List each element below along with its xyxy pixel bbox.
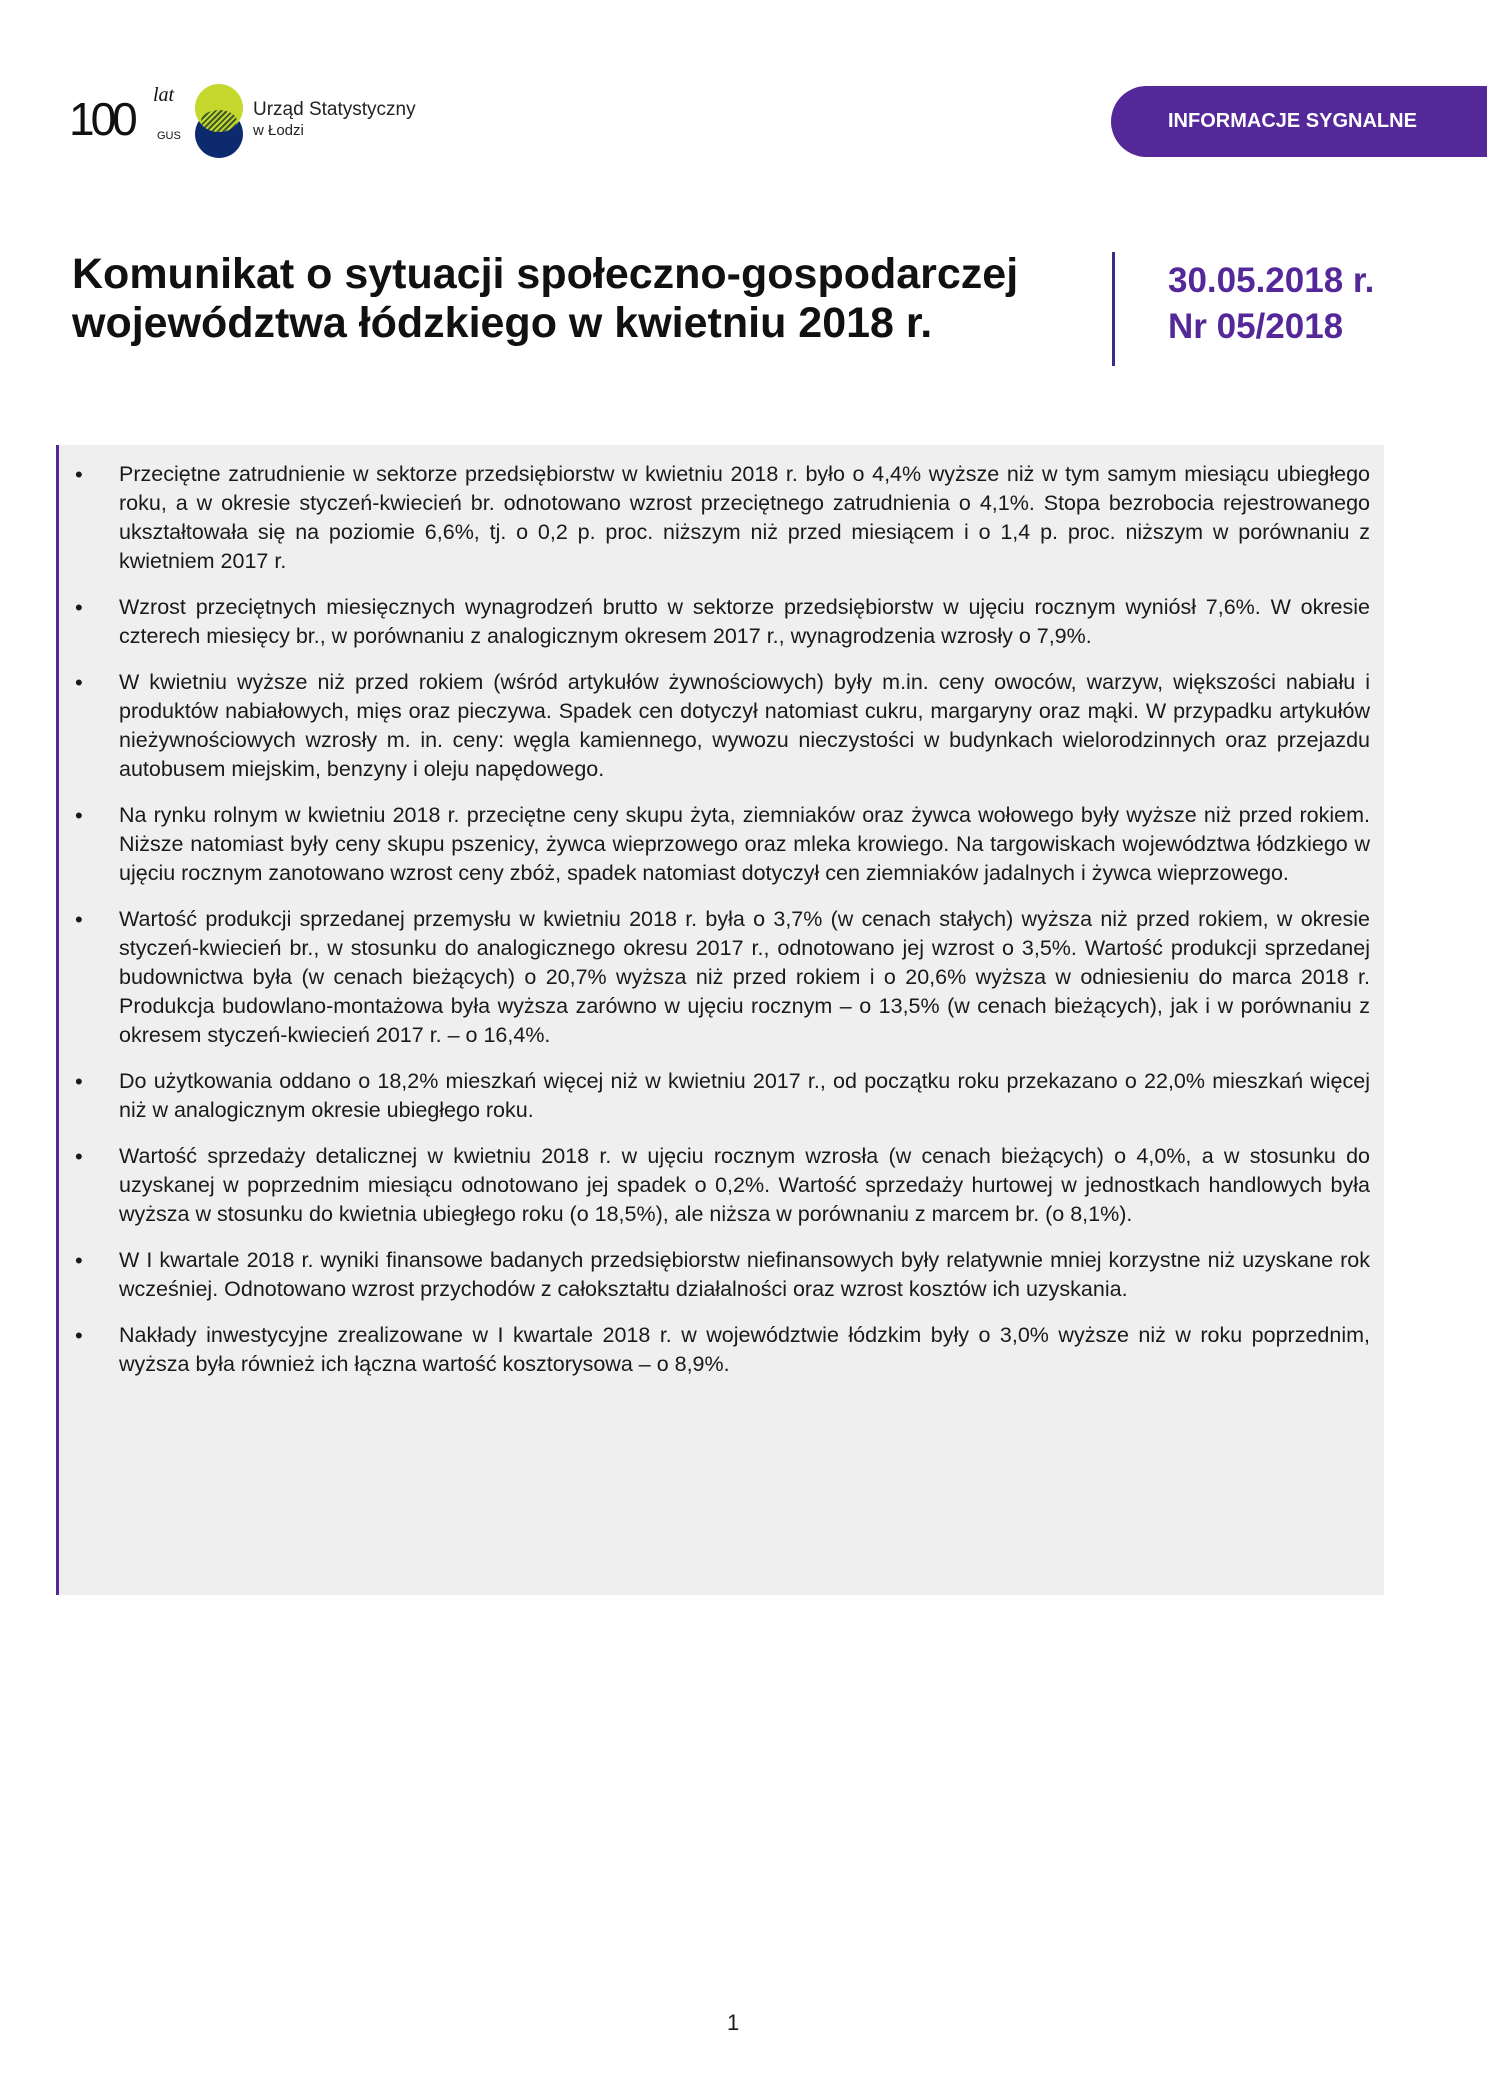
summary-list: [59, 445, 1384, 1379]
title-line-2: województwa łódzkiego w kwietniu 2018 r.: [72, 299, 933, 347]
list-item-text: Wartość produkcji sprzedanej przemysłu w kwietniu 2018 r. była o 3,7% (w cenach stałych) wyższa niż przed rokiem, w okresie styczeń-kwiecień br., w stosunku do analogicznego okresu 2017 r., odnotowano jej wzrost o 3,5%. Wartość produkcji sprzedanej budownictwa była (w cenach bieżących) o 20,7% wyższa niż przed rokiem i o 20,6% wyższa w odniesieniu do marca 2018 r. Produkcja budowlano-montażowa była wyższa zarówno w ujęciu rocznym – o 13,5% (w cenach bieżących), jak i w porównaniu z okresem styczeń-kwiecień 2017 r. – o 16,4%.: [119, 907, 1370, 1047]
list-item: [59, 1067, 1370, 1125]
list-item: [59, 905, 1370, 1050]
list-item-text: Przeciętne zatrudnienie w sektorze przedsiębiorstw w kwietniu 2018 r. było o 4,4% wyższe niż w tym samym miesiącu ubiegłego roku, a w okresie styczeń-kwiecień br. odnotowano wzrost przeciętnego zatrudnienia o 4,1%. Stopa bezrobocia rejestrowanego ukształtowała się na poziomie 6,6%, tj. o 0,2 p. proc. niższym niż przed miesiącem i o 1,4 p. proc. niższym w porównaniu z kwietniem 2017 r.: [119, 462, 1370, 573]
publication-number: Nr 05/2018: [1168, 307, 1344, 346]
list-item-text: Nakłady inwestycyjne zrealizowane w I kwartale 2018 r. w województwie łódzkim były o 3,0% wyższe niż w roku poprzednim, wyższa była również ich łączna wartość kosztorysowa – o 8,9%.: [119, 1323, 1370, 1376]
publication-info: [1168, 258, 1374, 350]
list-item-text: Na rynku rolnym w kwietniu 2018 r. przeciętne ceny skupu żyta, ziemniaków oraz żywca wołowego były wyższe niż przed rokiem. Niższe natomiast były ceny skupu pszenicy, żywca wieprzowego oraz mleka krowiego. Na targowiskach województwa łódzkiego w ujęciu rocznym zanotowano wzrost ceny zbóż, spadek natomiast dotyczył cen ziemniaków jadalnych i żywca wieprzowego.: [119, 803, 1370, 885]
page-number: 1: [727, 2010, 740, 2035]
page-title: [72, 250, 1018, 348]
signal-info-badge: INFORMACJE SYGNALNE: [1111, 86, 1487, 157]
bullet-icon: •: [75, 1323, 83, 1348]
list-item: [59, 668, 1370, 784]
logo-gus: GUS: [157, 130, 181, 142]
list-item: [59, 460, 1370, 576]
title-line-1: Komunikat o sytuacji społeczno-gospodarczej: [72, 250, 1019, 298]
bullet-icon: •: [75, 1144, 83, 1169]
logo-lat: lat: [153, 84, 175, 106]
list-item-text: Wartość sprzedaży detalicznej w kwietniu 2018 r. w ujęciu rocznym wzrosła (w cenach bieżących) o 4,0%, a w stosunku do uzyskanej w poprzednim miesiącu odnotowano jej spadek o 0,2%. Wartość sprzedaży hurtowej w jednostkach handlowych była wyższa w stosunku do kwietnia ubiegłego roku (o 18,5%), ale niższa w porównaniu z marcem br. (o 8,1%).: [119, 1144, 1370, 1226]
divider: [1112, 252, 1115, 366]
office-name: [253, 99, 416, 141]
logo-100: 100: [69, 93, 134, 145]
office-logo-icon: [195, 84, 245, 156]
bullet-icon: •: [75, 803, 83, 828]
list-item: [59, 1246, 1370, 1304]
list-item-text: W kwietniu wyższe niż przed rokiem (wśród artykułów żywnościowych) były m.in. ceny owoców, warzyw, większości nabiału i produktów nabiałowych, mięs oraz pieczywa. Spadek cen dotyczył natomiast cukru, margaryny oraz mąki. W przypadku artykułów nieżywnościowych wzrosły m. in. ceny: węgla kamiennego, wywozu nieczystości w budynkach wielorodzinnych oraz przejazdu autobusem miejskim, benzyny i oleju napędowego.: [119, 670, 1370, 781]
publication-date: 30.05.2018 r.: [1168, 261, 1375, 300]
summary-box: [56, 445, 1384, 1595]
bullet-icon: •: [75, 462, 83, 487]
gus-logo: [69, 82, 416, 158]
bullet-icon: •: [75, 595, 83, 620]
bullet-icon: •: [75, 1248, 83, 1273]
list-item-text: Do użytkowania oddano o 18,2% mieszkań więcej niż w kwietniu 2017 r., od początku roku przekazano o 22,0% mieszkań więcej niż w analogicznym okresie ubiegłego roku.: [119, 1069, 1370, 1122]
list-item-text: W I kwartale 2018 r. wyniki finansowe badanych przedsiębiorstw niefinansowych były relatywnie mniej korzystne niż uzyskane rok wcześniej. Odnotowano wzrost przychodów z całokształtu działalności oraz wzrost kosztów ich uzyskania.: [119, 1248, 1370, 1301]
office-name-line2: w Łodzi: [253, 122, 304, 139]
bullet-icon: •: [75, 907, 83, 932]
100-lat-logo: [69, 84, 187, 150]
list-item: [59, 801, 1370, 888]
office-name-line1: Urząd Statystyczny: [253, 99, 416, 120]
list-item: [59, 1142, 1370, 1229]
bullet-icon: •: [75, 1069, 83, 1094]
list-item-text: Wzrost przeciętnych miesięcznych wynagrodzeń brutto w sektorze przedsiębiorstw w ujęciu rocznym wyniósł 7,6%. W okresie czterech miesięcy br., w porównaniu z analogicznym okresem 2017 r., wynagrodzenia wzrosły o 7,9%.: [119, 595, 1370, 648]
list-item: [59, 593, 1370, 651]
list-item: [59, 1321, 1370, 1379]
bullet-icon: •: [75, 670, 83, 695]
